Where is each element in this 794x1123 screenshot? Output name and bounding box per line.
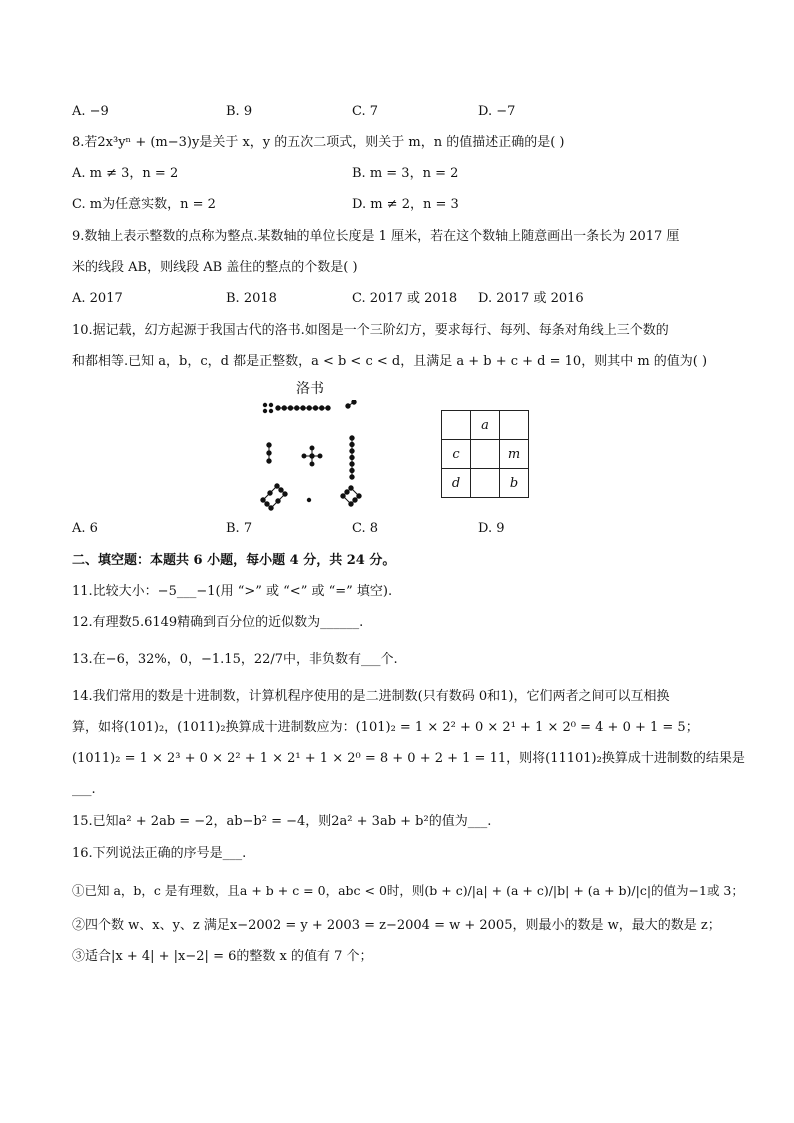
q10-option-b: B. 7 (226, 521, 253, 536)
q9-stem-line2: 米的线段 AB，则线段 AB 盖住的整点的个数是( ) (72, 260, 358, 275)
q14-line4: ___. (72, 782, 96, 797)
luoshu-top-left-4 (263, 403, 273, 413)
luoshu-bottom-right-6 (341, 486, 361, 506)
luoshu-bottom-1 (307, 498, 311, 502)
q16-text: 16.下列说法正确的序号是___. (72, 846, 247, 861)
q13-text: 13.在−6，32%，0，−1.15，22/7中，非负数有___个. (72, 652, 398, 667)
magic-cell: m (500, 440, 529, 469)
magic-cell: c (442, 440, 471, 469)
q9-stem-line1: 9.数轴上表示整数的点称为整点.某数轴的单位长度是 1 厘米，若在这个数轴上随意画出一条长为 2017 厘 (72, 229, 680, 244)
q16-item3: ③适合|x + 4| + |x−2| = 6的整数 x 的值有 7 个； (72, 949, 373, 964)
q14-line1: 14.我们常用的数是十进制数，计算机程序使用的是二进制数(只有数码 0和1)，它们两者之间可以互相换 (72, 689, 670, 704)
q10-stem-line1: 10.据记载，幻方起源于我国古代的洛书.如图是一个三阶幻方，要求每行、每列、每条对角线上三个数的 (72, 323, 669, 338)
magic-cell (500, 411, 529, 440)
q7-option-b: B. 9 (226, 104, 253, 119)
q7-option-a: A. −9 (72, 104, 109, 119)
q9-option-c: C. 2017 或 2018 (352, 291, 458, 306)
q8-stem: 8.若2x³yⁿ + (m−3)y是关于 x，y 的五次二项式，则关于 m，n 的值描述正确的是( ) (72, 135, 565, 150)
luoshu-top-9 (276, 406, 330, 410)
luoshu-figure (255, 400, 365, 512)
q9-option-d: D. 2017 或 2016 (478, 291, 584, 306)
q15-text: 15.已知a² + 2ab = −2，ab−b² = −4，则2a² + 3ab + b²的值为___. (72, 814, 492, 829)
q16-item1: ①已知 a，b，c 是有理数，且a + b + c = 0，abc < 0时，则(b + c)/|a| + (a + c)/|b| + (a + b)/|c|的值为−1或 3； (72, 883, 744, 898)
luoshu-bottom-left-8 (261, 484, 287, 510)
magic-cell: a (471, 411, 500, 440)
magic-cell: b (500, 469, 529, 498)
q7-option-c: C. 7 (352, 104, 379, 119)
q16-item2: ②四个数 w、x、y、z 满足x−2002 = y + 2003 = z−2004 = w + 2005，则最小的数是 w，最大的数是 z； (72, 918, 721, 933)
q11-text: 11.比较大小：−5___−1(用 “>” 或 “<” 或 “=” 填空). (72, 584, 393, 599)
luoshu-right-7 (350, 436, 354, 479)
q8-option-b: B. m = 3，n = 2 (352, 166, 459, 181)
q10-option-c: C. 8 (352, 521, 379, 536)
q8-option-a: A. m ≠ 3，n = 2 (72, 166, 179, 181)
magic-square-grid (441, 410, 529, 498)
luoshu-left-3 (267, 443, 271, 463)
q8-option-c: C. m为任意实数，n = 2 (72, 197, 216, 212)
q9-option-a: A. 2017 (72, 291, 123, 306)
q9-option-b: B. 2018 (226, 291, 277, 306)
q7-option-d: D. −7 (478, 104, 516, 119)
luoshu-center-5 (302, 446, 322, 466)
magic-cell (471, 440, 500, 469)
q10-option-d: D. 9 (478, 521, 505, 536)
magic-cell (471, 469, 500, 498)
q8-option-d: D. m ≠ 2，n = 3 (352, 197, 459, 212)
q10-stem-line2: 和都相等.已知 a，b，c，d 都是正整数，a < b < c < d，且满足 a + b + c + d = 10，则其中 m 的值为( ) (72, 354, 708, 369)
magic-cell: d (442, 469, 471, 498)
luoshu-top-right-2 (346, 400, 356, 408)
section2-heading: 二、填空题：本题共 6 小题，每小题 4 分，共 24 分。 (72, 553, 396, 568)
q10-option-a: A. 6 (72, 521, 98, 536)
luoshu-figure-title: 洛书 (296, 381, 324, 397)
q14-line2: 算，如将(101)₂，(1011)₂换算成十进制数应为：(101)₂ = 1 × 2² + 0 × 2¹ + 1 × 2⁰ = 4 + 0 + 1 = 5； (72, 720, 699, 735)
magic-cell (442, 411, 471, 440)
q12-text: 12.有理数5.6149精确到百分位的近似数为______. (72, 615, 364, 630)
q14-line3: (1011)₂ = 1 × 2³ + 0 × 2² + 1 × 2¹ + 1 × 2⁰ = 8 + 0 + 2 + 1 = 11，则将(11101)₂换算成十进制数的结果是 (72, 751, 745, 766)
